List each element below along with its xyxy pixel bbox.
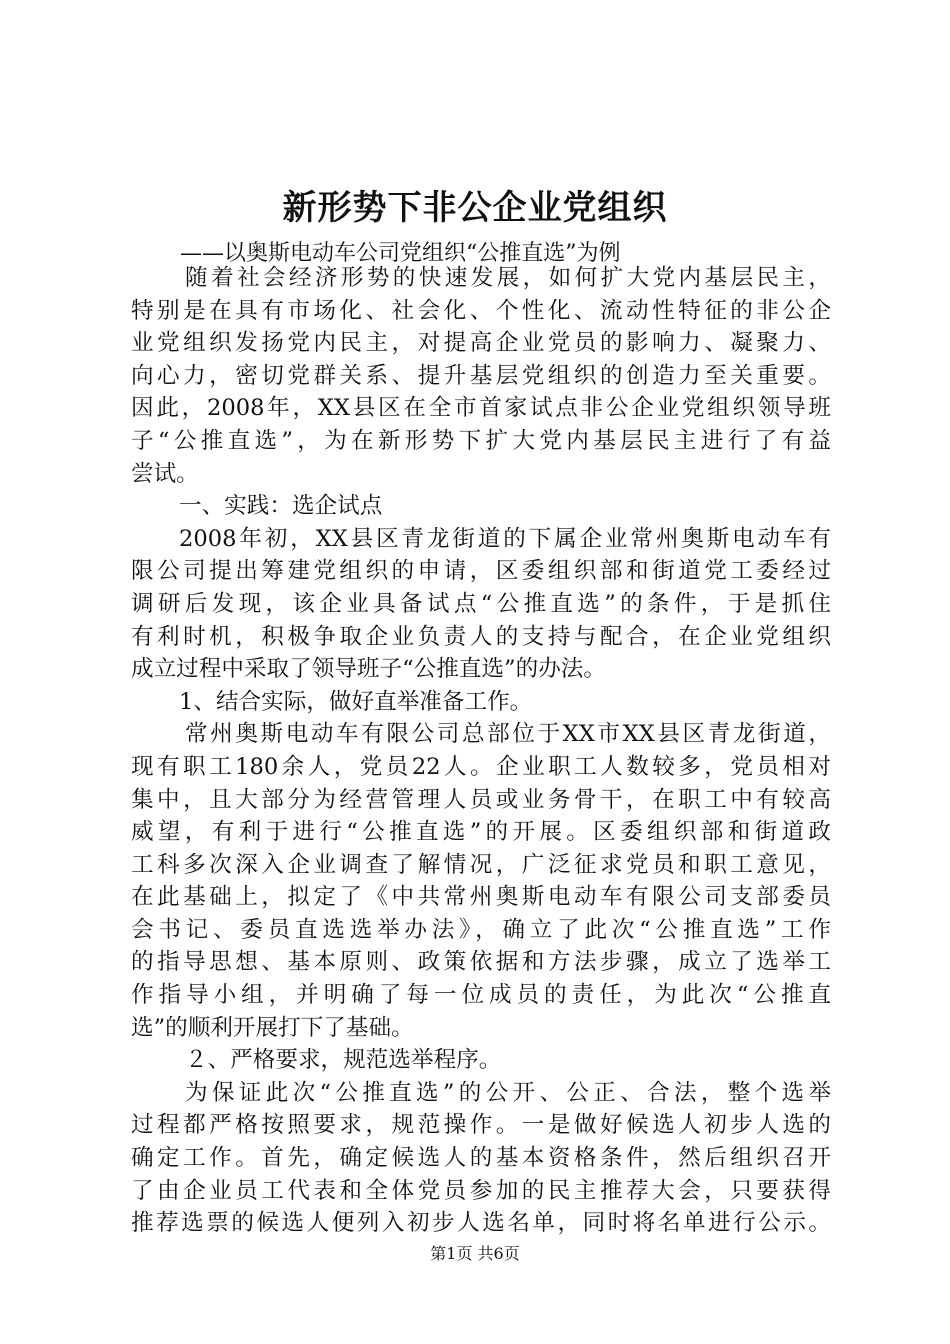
body-line: 限公司提出筹建党组织的申请，区委组织部和街道党工委经过 [131, 558, 831, 585]
body-line: 在此基础上，拟定了《中共常州奥斯电动车有限公司支部委员 [131, 884, 831, 911]
body-line: 调研后发现，该企业具备试点“公推直选”的条件，于是抓住 [131, 590, 831, 617]
body-line: 常州奥斯电动车有限公司总部位于XX市XX县区青龙街道， [185, 721, 831, 748]
body-line: 有利时机，积极争取企业负责人的支持与配合，在企业党组织 [131, 623, 831, 650]
body-line: 作指导小组，并明确了每一位成员的责任，为此次“公推直 [131, 982, 831, 1009]
body-line: 2008年初，XX县区青龙街道的下属企业常州奥斯电动车有 [179, 525, 831, 552]
body-line: 了由企业员工代表和全体党员参加的民主推荐大会，只要获得 [131, 1177, 831, 1204]
body-line: 推荐选票的候选人便列入初步人选名单，同时将名单进行公示。 [131, 1210, 831, 1237]
document-subtitle: ——以奥斯电动车公司党组织“公推直选”为例 [180, 241, 621, 266]
document-title: 新形势下非公企业党组织 [282, 188, 668, 228]
section-heading: 一、实践：选企试点 [179, 493, 383, 520]
body-line: 业党组织发扬党内民主，对提高企业党员的影响力、凝聚力、 [131, 330, 831, 357]
body-line: 尝试。 [131, 460, 199, 487]
body-line: 因此，2008年，XX县区在全市首家试点非公企业党组织领导班 [131, 395, 831, 422]
body-line: 威望，有利于进行“公推直选”的开展。区委组织部和街道政 [131, 819, 831, 846]
body-line: 过程都严格按照要求，规范操作。一是做好候选人初步人选的 [131, 1112, 831, 1139]
section-heading: 1、结合实际，做好直举准备工作。 [179, 688, 533, 715]
section-heading: ２、严格要求，规范选举程序。 [185, 1047, 502, 1074]
body-line: 子“公推直选”，为在新形势下扩大党内基层民主进行了有益 [131, 427, 831, 454]
body-line: 成立过程中采取了领导班子“公推直选”的办法。 [131, 656, 606, 683]
body-line: 集中，且大部分为经营管理人员或业务骨干，在职工中有较高 [131, 786, 831, 813]
body-line: 选”的顺利开展打下了基础。 [131, 1014, 414, 1041]
document-body [131, 262, 831, 1240]
body-line: 为保证此次“公推直选”的公开、公正、合法，整个选举 [185, 1079, 831, 1106]
body-line: 工科多次深入企业调查了解情况，广泛征求党员和职工意见， [131, 851, 831, 878]
body-line: 会书记、委员直选选举办法》，确立了此次“公推直选”工作 [131, 916, 831, 943]
page-number: 第1页 共6页 [430, 1244, 520, 1263]
body-line: 向心力，密切党群关系、提升基层党组织的创造力至关重要。 [131, 362, 831, 389]
body-line: 确定工作。首先，确定候选人的基本资格条件，然后组织召开 [131, 1145, 831, 1172]
body-line: 特别是在具有市场化、社会化、个性化、流动性特征的非公企 [131, 297, 831, 324]
body-line: 随着社会经济形势的快速发展，如何扩大党内基层民主， [185, 265, 831, 291]
body-line: 的指导思想、基本原则、政策依据和方法步骤，成立了选举工 [131, 949, 831, 976]
body-line: 现有职工180余人，党员22人。企业职工人数较多，党员相对 [131, 753, 831, 780]
